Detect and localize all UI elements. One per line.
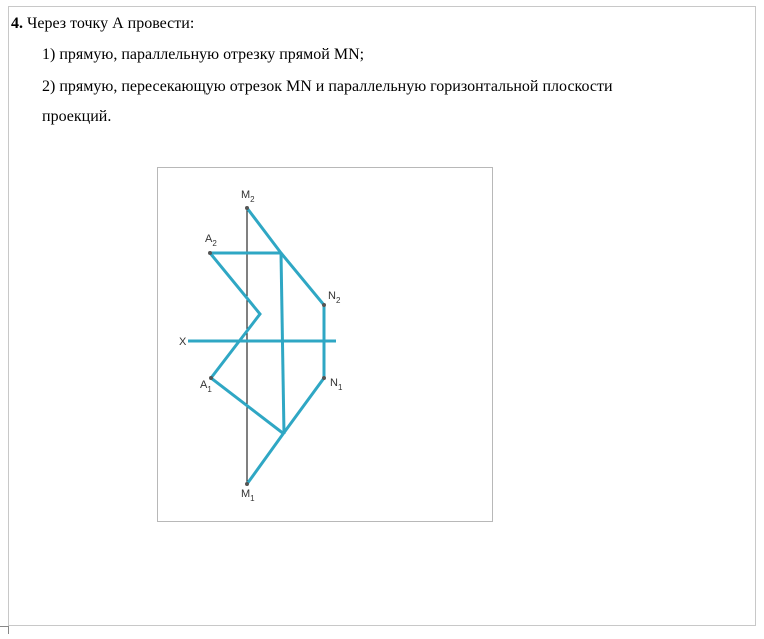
- task-heading: [11, 14, 751, 34]
- label-n2: $N_2$: [328, 290, 341, 305]
- epure-figure: [157, 167, 493, 522]
- label-m2: $M_2$: [241, 189, 255, 204]
- corner-mark-vertical: [8, 626, 9, 634]
- point-m1: [245, 482, 249, 486]
- point-a1: [209, 376, 213, 380]
- task-item-1: 1) прямую, параллельную отрезку прямой MN;: [42, 46, 365, 63]
- task-item-2-continuation: проекций.: [42, 108, 112, 125]
- intersection-link-line: [281, 253, 284, 434]
- point-a2: [208, 251, 212, 255]
- label-a2: $A_2$: [205, 233, 217, 248]
- label-x: X: [179, 336, 187, 348]
- task-item-2: 2) прямую, пересекающую отрезок MN и параллельную горизонтальной плоскости: [42, 78, 613, 95]
- epure-drawing: [158, 168, 494, 523]
- point-n1: [322, 376, 326, 380]
- label-n1: $N_1$: [330, 377, 343, 392]
- label-a1: $A_1$: [200, 379, 212, 394]
- label-m1: $M_1$: [241, 488, 255, 503]
- task-number: 4.: [11, 15, 23, 32]
- point-n2: [322, 303, 326, 307]
- corner-mark: [0, 626, 8, 627]
- segment-m2-n2: [247, 208, 324, 343]
- task-title: Через точку А провести:: [23, 15, 195, 32]
- line-from-a2-parallel: [210, 253, 260, 378]
- point-m2: [245, 206, 249, 210]
